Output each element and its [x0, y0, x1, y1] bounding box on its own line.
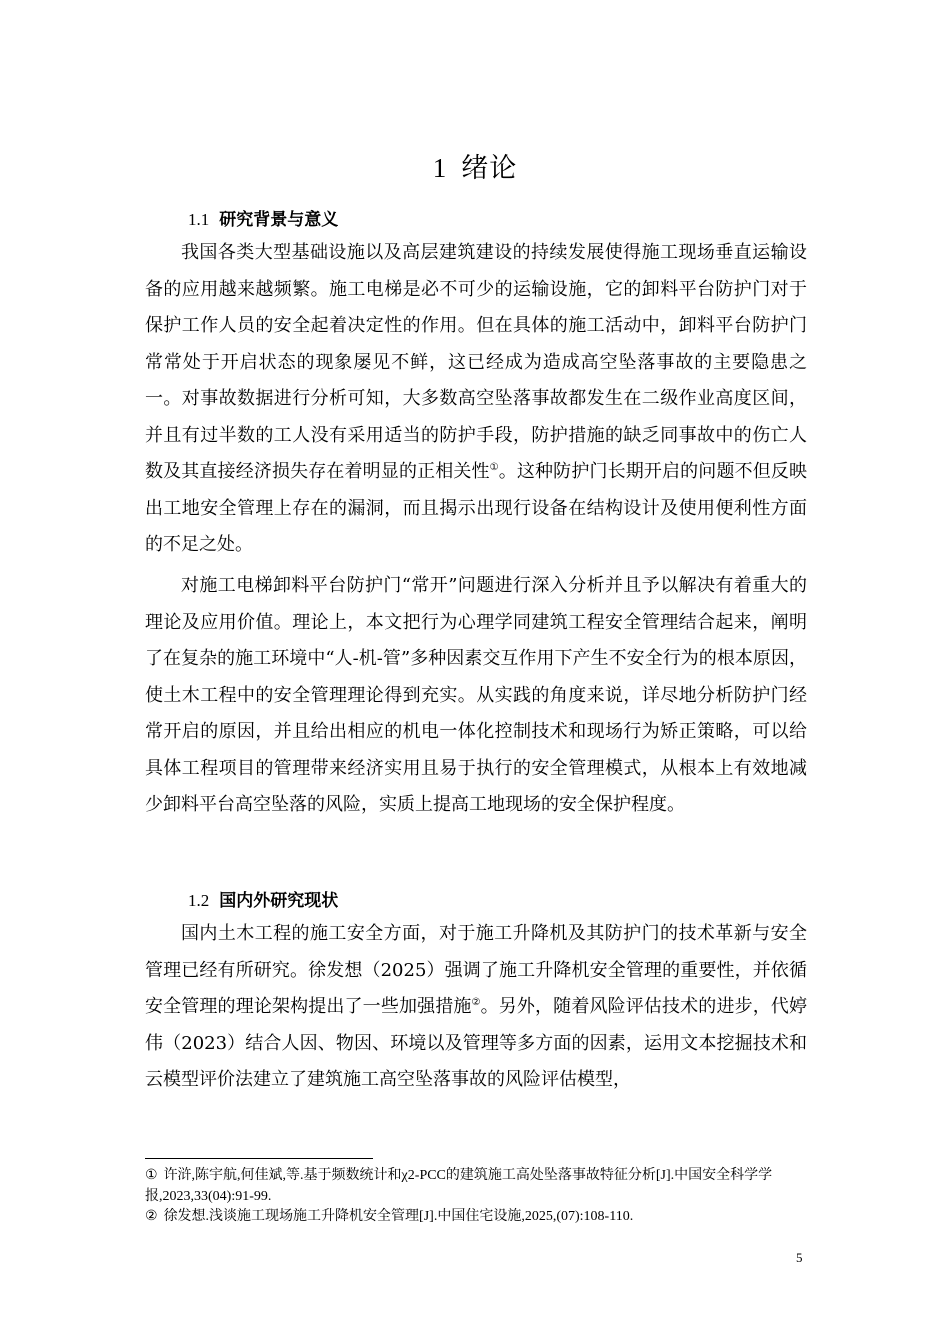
paragraph-text: 。另外，随着风险评估技术的进步，代婷伟（2023）结合人因、物因、环境以及管理等多方面的因素，运用文本挖掘技术和云模型评价法建立了建筑施工高空坠落事故的风险评估模型， — [145, 996, 807, 1090]
paragraph-text: 对施工电梯卸料平台防护门“常开”问题进行深入分析并且予以解决有着重大的理论及应用价值。理论上，本文把行为心理学同建筑工程安全管理结合起来，阐明了在复杂的施工环境中“人-机-管”多种因素交互作用下产生不安全行为的根本原因，使土木工程中的安全管理理论得到充实。从实践的角度来说，详尽地分析防护门经常开启的原因，并且给出相应的机电一体化控制技术和现场行为矫正策略，可以给具体工程项目的管理带来经济实用且易于执行的安全管理模式，从根本上有效地减少卸料平台高空坠落的风险，实质上提高工地现场的安全保护程度。 — [145, 575, 807, 815]
footnote — [145, 1166, 815, 1207]
paragraph — [145, 235, 807, 564]
section-title: 国内外研究现状 — [219, 891, 339, 911]
paragraph — [145, 916, 807, 1099]
footnote-reference[interactable]: ① — [489, 462, 499, 473]
section-number: 1.2 — [188, 891, 210, 910]
footnotes — [145, 1166, 815, 1228]
footnote-text: 徐发想.浅谈施工现场施工升降机安全管理[J].中国住宅设施,2025,(07):108-110. — [163, 1209, 634, 1224]
paragraph-text: 我国各类大型基础设施以及高层建筑建设的持续发展使得施工现场垂直运输设备的应用越来越频繁。施工电梯是必不可少的运输设施，它的卸料平台防护门对于保护工作人员的安全起着决定性的作用。但在具体的施工活动中，卸料平台防护门常常处于开启状态的现象屡见不鲜，这已经成为造成高空坠落事故的主要隐患之一。对事故数据进行分析可知，大多数高空坠落事故都发生在二级作业高度区间，并且有过半数的工人没有采用适当的防护手段，防护措施的缺乏同事故中的伤亡人数及其直接经济损失存在着明显的正相关性 — [145, 242, 807, 482]
footnote-mark: ② — [145, 1209, 158, 1224]
page-number: 5 — [796, 1250, 803, 1265]
section-heading — [188, 205, 338, 230]
section-heading — [188, 886, 338, 911]
paragraph-text: 国内土木工程的施工安全方面，对于施工升降机及其防护门的技术革新与安全管理已经有所研究。徐发想（2025）强调了施工升降机安全管理的重要性，并依循安全管理的理论架构提出了一些加强措施 — [145, 923, 807, 1017]
footnote-separator — [145, 1158, 373, 1159]
footnote-mark: ① — [145, 1168, 158, 1183]
footnote-reference[interactable]: ② — [471, 997, 481, 1008]
section-number: 1.1 — [188, 210, 210, 229]
footnote-text: 许浒,陈宇航,何佳斌,等.基于频数统计和χ2-PCC的建筑施工高处坠落事故特征分析[J].中国安全科学学报,2023,33(04):91-99. — [145, 1168, 773, 1204]
chapter-title — [0, 146, 950, 185]
paragraph-text: 。这种防护门长期开启的问题不但反映出工地安全管理上存在的漏洞，而且揭示出现行设备在结构设计及使用便利性方面的不足之处。 — [145, 461, 807, 555]
chapter-title-text: 绪论 — [461, 153, 518, 184]
section-title: 研究背景与意义 — [219, 210, 339, 230]
footnote — [145, 1207, 815, 1228]
paragraph — [145, 568, 807, 824]
chapter-number: 1 — [432, 153, 448, 183]
